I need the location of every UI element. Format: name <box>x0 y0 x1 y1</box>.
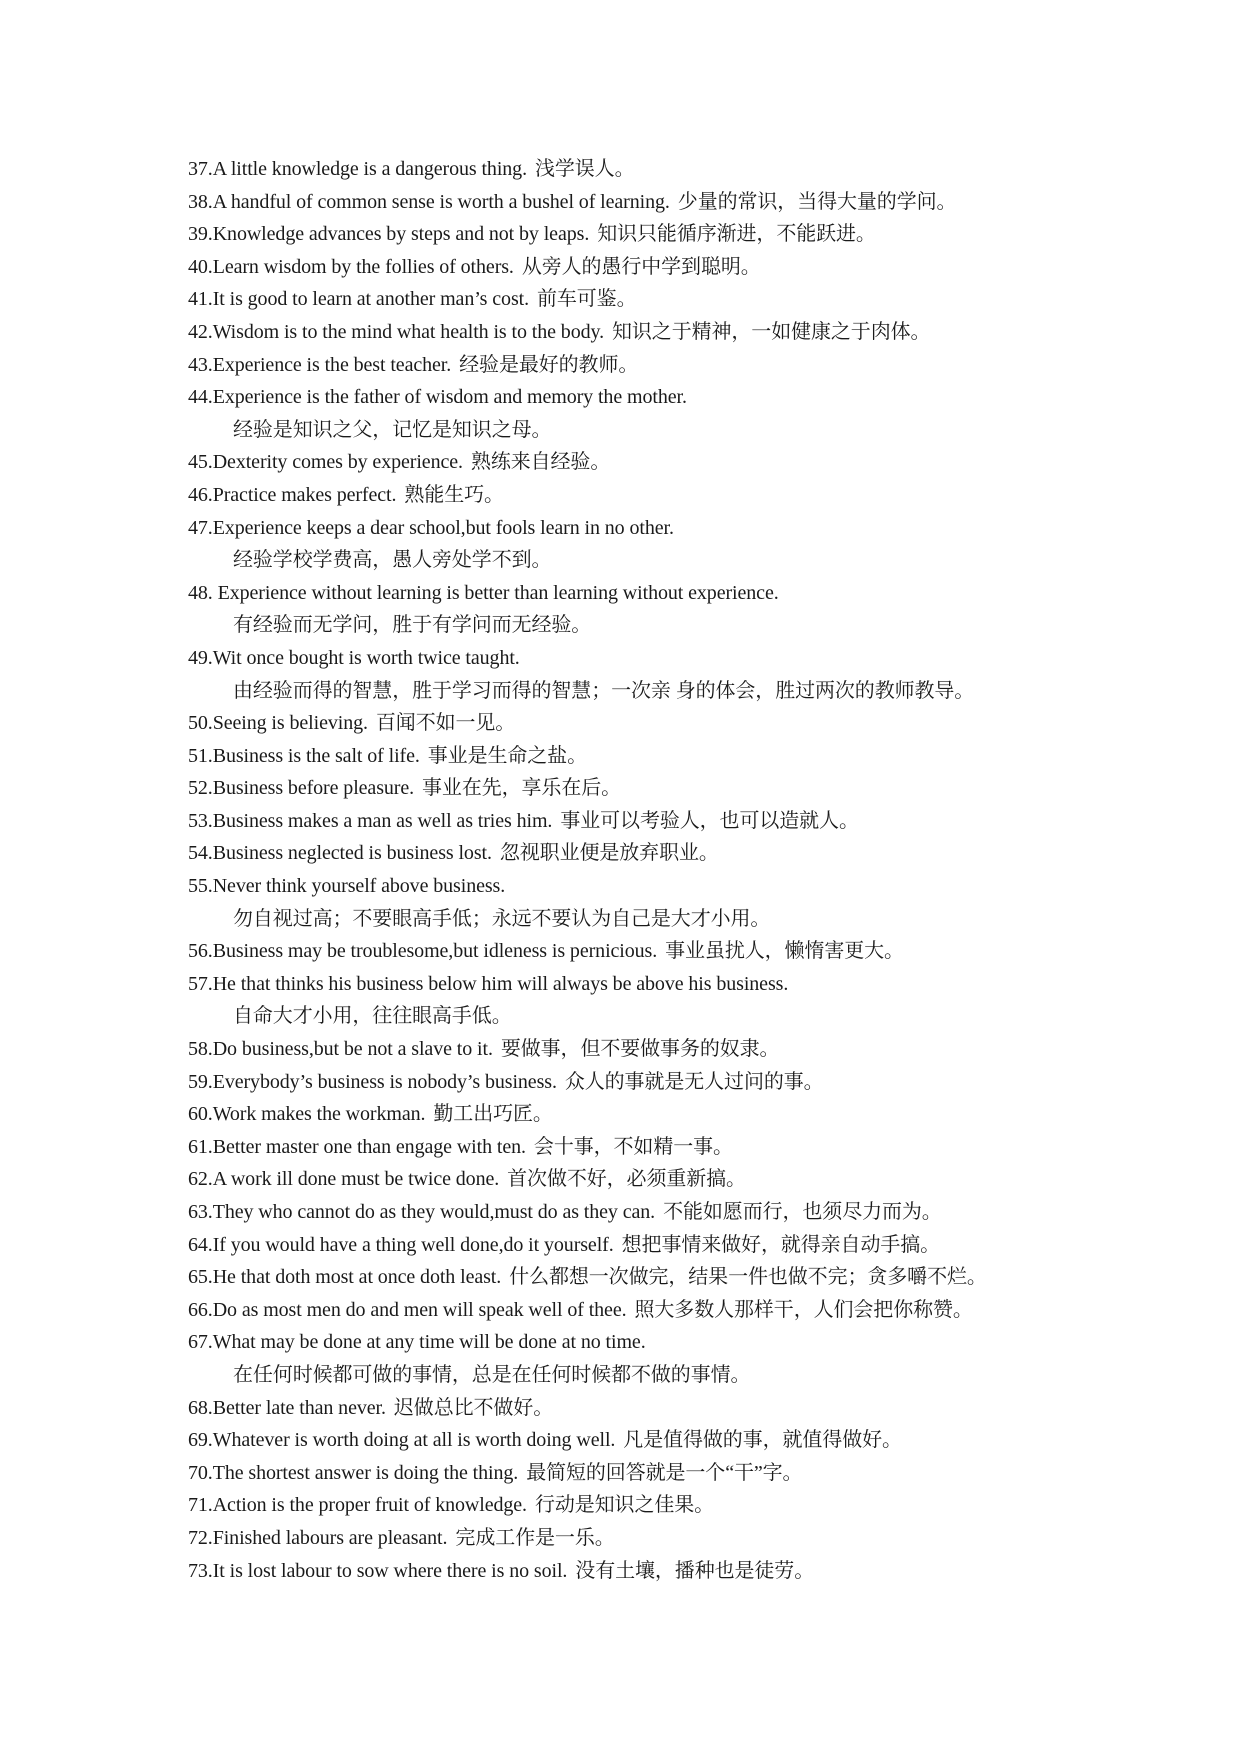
proverb-chinese: 行动是知识之佳果。 <box>534 1494 715 1517</box>
proverb-chinese: 没有土壤，播种也是徒劳。 <box>575 1559 815 1582</box>
proverb-line <box>188 740 1198 773</box>
proverb-line <box>188 707 1198 740</box>
proverb-chinese: 从旁人的愚行中学到聪明。 <box>521 255 761 278</box>
proverb-chinese: 事业是生命之盐。 <box>427 744 587 767</box>
proverb-english: 46.Practice makes perfect. <box>188 483 397 506</box>
proverb-english: 61.Better master one than engage with ten. <box>188 1135 526 1158</box>
proverb-line <box>188 1457 1198 1490</box>
proverb-line <box>188 446 1198 479</box>
proverb-chinese-line <box>188 1359 1198 1392</box>
proverb-english: 62.A work ill done must be twice done. <box>188 1168 500 1191</box>
proverb-line <box>188 1066 1198 1099</box>
proverb-english: 40.Learn wisdom by the follies of others. <box>188 255 514 278</box>
proverb-chinese: 知识只能循序渐进，不能跃进。 <box>597 223 876 246</box>
proverb-line <box>188 251 1198 284</box>
proverb-english: 55.Never think yourself above business. <box>188 875 506 898</box>
proverb-line <box>188 1196 1198 1229</box>
proverb-english-line <box>188 577 1198 610</box>
proverb-chinese: 最简短的回答就是一个“干”字。 <box>526 1461 803 1484</box>
proverb-english-line <box>188 381 1198 414</box>
proverb-english-line <box>188 642 1198 675</box>
proverb-chinese: 经验学校学费高，愚人旁处学不到。 <box>233 549 552 572</box>
proverb-line <box>188 1489 1198 1522</box>
proverb-english: 54.Business neglected is business lost. <box>188 842 492 865</box>
proverb-line <box>188 1261 1198 1294</box>
proverb-chinese: 照大多数人那样干，人们会把你称赞。 <box>634 1298 973 1321</box>
proverb-line <box>188 805 1198 838</box>
proverb-english: 63.They who cannot do as they would,must do as they can. <box>188 1201 656 1223</box>
proverb-line <box>188 772 1198 805</box>
proverb-chinese: 会十事，不如精一事。 <box>533 1135 733 1158</box>
proverb-line <box>188 1229 1198 1262</box>
proverb-english: 72.Finished labours are pleasant. <box>188 1526 448 1549</box>
proverb-chinese: 众人的事就是无人过问的事。 <box>564 1070 824 1093</box>
proverb-english: 57.He that thinks his business below him will always be above his business. <box>188 972 789 995</box>
proverb-english: 67.What may be done at any time will be done at no time. <box>188 1331 646 1354</box>
proverb-line <box>188 1131 1198 1164</box>
proverb-chinese: 在任何时候都可做的事情，总是在任何时候都不做的事情。 <box>233 1363 751 1386</box>
proverb-chinese: 忽视职业便是放弃职业。 <box>499 842 719 865</box>
proverb-english: 66.Do as most men do and men will speak well of thee. <box>188 1298 627 1321</box>
proverb-english: 41.It is good to learn at another man’s cost. <box>188 288 529 311</box>
proverb-line <box>188 1098 1198 1131</box>
proverb-chinese-line <box>188 1000 1198 1033</box>
proverb-line <box>188 1424 1198 1457</box>
proverb-line <box>188 935 1198 968</box>
proverb-english: 37.A little knowledge is a dangerous thing. <box>188 158 527 180</box>
proverb-line <box>188 1033 1198 1066</box>
proverb-chinese: 迟做总比不做好。 <box>393 1396 554 1419</box>
proverb-english: 47.Experience keeps a dear school,but fools learn in no other. <box>188 516 674 539</box>
proverb-line <box>188 1555 1198 1588</box>
proverb-chinese: 勤工出巧匠。 <box>433 1103 553 1126</box>
proverb-english: 68.Better late than never. <box>188 1396 386 1419</box>
proverb-chinese: 事业在先，享乐在后。 <box>422 777 622 800</box>
proverb-chinese: 要做事，但不要做事务的奴隶。 <box>500 1038 780 1061</box>
proverb-chinese: 勿自视过高；不要眼高手低；永远不要认为自己是大才小用。 <box>233 907 771 930</box>
proverb-english: 39.Knowledge advances by steps and not by leaps. <box>188 223 590 246</box>
proverb-english: 49.Wit once bought is worth twice taught. <box>188 646 520 669</box>
proverb-chinese: 想把事情来做好，就得亲自动手搞。 <box>621 1233 941 1256</box>
proverb-line <box>188 218 1198 251</box>
proverb-line <box>188 1522 1198 1555</box>
proverb-english: 56.Business may be troublesome,but idleness is pernicious. <box>188 940 658 963</box>
proverb-chinese: 有经验而无学问，胜于有学问而无经验。 <box>233 614 592 637</box>
proverb-chinese: 少量的常识，当得大量的学问。 <box>677 190 957 213</box>
proverb-chinese-line <box>188 903 1198 936</box>
proverb-chinese: 完成工作是一乐。 <box>455 1526 615 1549</box>
proverb-chinese: 什么都想一次做完，结果一件也做不完；贪多嚼不烂。 <box>509 1266 987 1289</box>
proverb-list <box>188 153 1198 1587</box>
proverb-chinese-line <box>188 609 1198 642</box>
proverb-english: 50.Seeing is believing. <box>188 712 368 735</box>
proverb-chinese: 不能如愿而行，也须尽力而为。 <box>663 1201 942 1223</box>
proverb-chinese: 首次做不好，必须重新搞。 <box>507 1168 746 1191</box>
proverb-english: 69.Whatever is worth doing at all is worth doing well. <box>188 1429 616 1452</box>
proverb-english: 70.The shortest answer is doing the thing. <box>188 1461 519 1484</box>
proverb-line <box>188 349 1198 382</box>
proverb-chinese: 经验是最好的教师。 <box>459 353 639 376</box>
proverb-chinese: 自命大才小用，往往眼高手低。 <box>233 1005 512 1028</box>
proverb-chinese: 经验是知识之父，记忆是知识之母。 <box>233 418 552 441</box>
proverb-chinese: 百闻不如一见。 <box>375 712 516 735</box>
proverb-english: 45.Dexterity comes by experience. <box>188 451 463 474</box>
proverb-chinese: 熟练来自经验。 <box>470 451 611 474</box>
proverb-english-line <box>188 512 1198 545</box>
proverb-english: 53.Business makes a man as well as tries him. <box>188 809 553 832</box>
proverb-chinese: 事业可以考验人，也可以造就人。 <box>560 809 859 832</box>
proverb-english: 65.He that doth most at once doth least. <box>188 1266 502 1289</box>
proverb-line <box>188 1163 1198 1196</box>
proverb-english: 60.Work makes the workman. <box>188 1103 426 1126</box>
proverb-line <box>188 1294 1198 1327</box>
proverb-english: 59.Everybody’s business is nobody’s business. <box>188 1070 557 1093</box>
proverb-chinese: 前车可鉴。 <box>536 288 637 311</box>
proverb-line <box>188 283 1198 316</box>
proverb-chinese-line <box>188 675 1198 708</box>
proverb-english: 48. Experience without learning is better than learning without experience. <box>188 581 779 604</box>
proverb-english-line <box>188 870 1198 903</box>
proverb-english: 71.Action is the proper fruit of knowledge. <box>188 1494 527 1517</box>
proverb-chinese: 熟能生巧。 <box>404 483 504 506</box>
proverb-line <box>188 186 1198 219</box>
proverb-line <box>188 837 1198 870</box>
proverb-line <box>188 316 1198 349</box>
proverb-english: 64.If you would have a thing well done,do it yourself. <box>188 1233 614 1256</box>
proverb-english-line <box>188 1326 1198 1359</box>
proverb-line <box>188 153 1198 186</box>
proverb-english: 58.Do business,but be not a slave to it. <box>188 1038 493 1061</box>
proverb-chinese-line <box>188 414 1198 447</box>
proverb-chinese: 浅学误人。 <box>534 158 635 180</box>
proverb-chinese: 凡是值得做的事，就值得做好。 <box>623 1429 902 1452</box>
proverb-chinese: 由经验而得的智慧，胜于学习而得的智慧；一次亲 身的体会，胜过两次的教师教导。 <box>233 679 975 702</box>
proverb-english: 42.Wisdom is to the mind what health is to the body. <box>188 320 604 343</box>
proverb-line <box>188 1392 1198 1425</box>
proverb-english: 38.A handful of common sense is worth a bushel of learning. <box>188 190 670 213</box>
proverb-english: 43.Experience is the best teacher. <box>188 353 452 376</box>
proverb-english-line <box>188 968 1198 1001</box>
proverb-chinese-line <box>188 544 1198 577</box>
proverb-chinese: 事业虽扰人，懒惰害更大。 <box>665 940 904 963</box>
proverb-english: 44.Experience is the father of wisdom and memory the mother. <box>188 386 687 409</box>
proverb-english: 73.It is lost labour to sow where there is no soil. <box>188 1559 568 1582</box>
proverb-line <box>188 479 1198 512</box>
proverb-english: 51.Business is the salt of life. <box>188 744 420 767</box>
proverb-english: 52.Business before pleasure. <box>188 777 415 800</box>
proverb-chinese: 知识之于精神，一如健康之于肉体。 <box>612 320 931 343</box>
